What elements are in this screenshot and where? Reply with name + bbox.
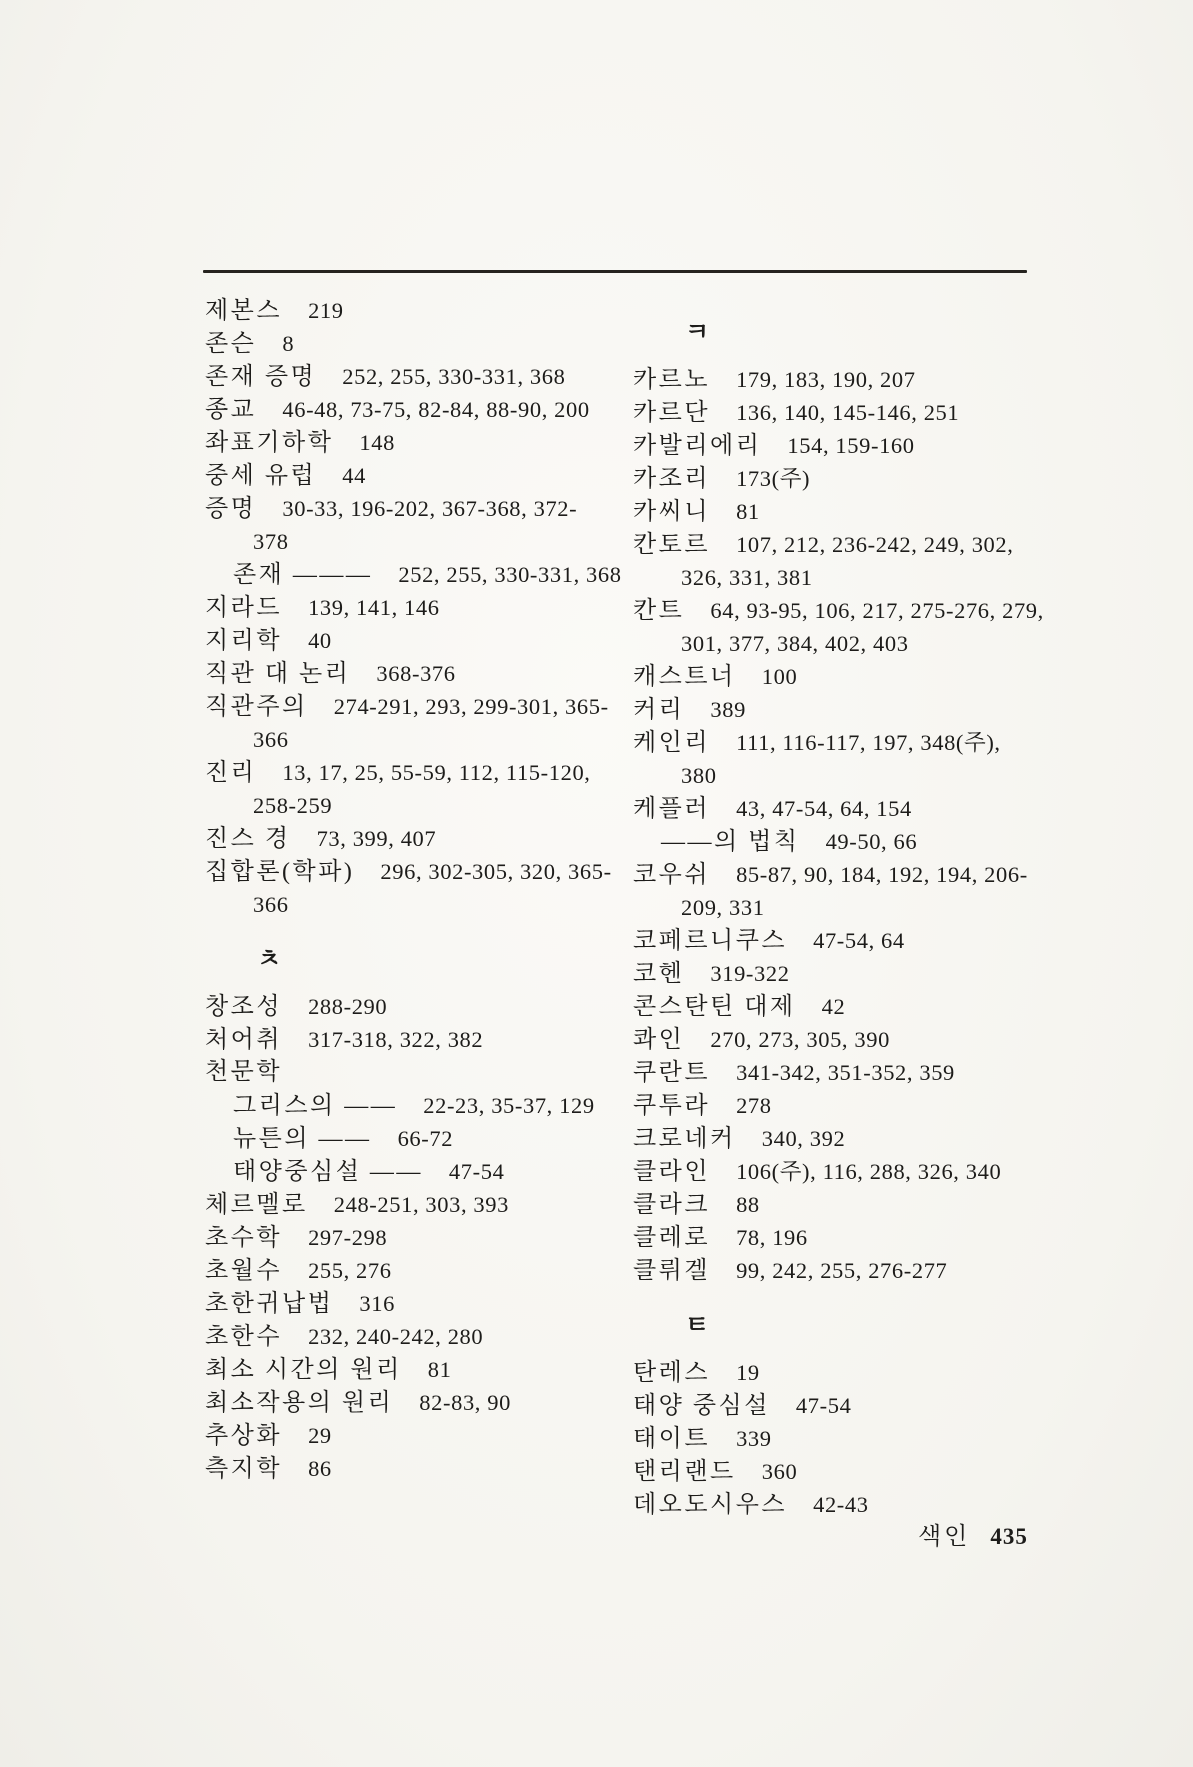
index-entry-term: 케플러 bbox=[633, 796, 711, 822]
index-entry bbox=[205, 1221, 633, 1254]
index-entry bbox=[633, 429, 1078, 462]
index-entry-pages: 209, 331 bbox=[681, 895, 765, 920]
index-entry-term: 측지학 bbox=[205, 1456, 283, 1482]
index-entry-pages: 46-48, 73-75, 82-84, 88-90, 200 bbox=[282, 397, 590, 422]
index-entry bbox=[205, 822, 633, 855]
index-entry bbox=[205, 789, 633, 822]
index-entry-term: 카씨니 bbox=[633, 499, 711, 525]
index-entry bbox=[205, 393, 633, 426]
index-entry-pages: 258-259 bbox=[253, 793, 333, 818]
index-entry bbox=[205, 888, 633, 921]
index-entry-term: 천문학 bbox=[205, 1059, 283, 1085]
index-entry bbox=[205, 591, 633, 624]
index-entry bbox=[633, 594, 1078, 627]
index-entry-term: 초한귀납법 bbox=[205, 1291, 334, 1317]
index-entry-pages: 78, 196 bbox=[736, 1225, 808, 1250]
index-entry-term: 존슨 bbox=[205, 331, 257, 357]
index-entry-term: 카르노 bbox=[633, 367, 711, 393]
index-entry-pages: 49-50, 66 bbox=[825, 829, 918, 854]
index-entry bbox=[633, 363, 1078, 396]
index-entry-term: 지리학 bbox=[205, 628, 283, 654]
index-entry-term: 코페르니쿠스 bbox=[633, 928, 788, 954]
index-entry bbox=[633, 1188, 1078, 1221]
index-entry-term: 크로네커 bbox=[633, 1126, 736, 1152]
index-entry bbox=[205, 1287, 633, 1320]
index-entry-pages: 366 bbox=[253, 727, 289, 752]
index-entry-pages: 278 bbox=[736, 1093, 772, 1118]
index-entry-pages: 66-72 bbox=[397, 1126, 454, 1151]
index-entry bbox=[633, 825, 1078, 858]
index-entry-term: 클라인 bbox=[633, 1159, 711, 1185]
index-entry-pages: 340, 392 bbox=[761, 1126, 846, 1151]
index-entry-term: 카조리 bbox=[633, 466, 711, 492]
index-entry-pages: 296, 302-305, 320, 365- bbox=[380, 859, 612, 884]
index-entry bbox=[205, 1188, 633, 1221]
index-entry bbox=[633, 1389, 1078, 1422]
index-entry-term: 증명 bbox=[205, 496, 257, 522]
index-entry-pages: 111, 116-117, 197, 348(주), bbox=[736, 730, 1001, 755]
index-entry bbox=[205, 1386, 633, 1419]
index-entry bbox=[633, 495, 1078, 528]
index-entry-term: 추상화 bbox=[205, 1423, 283, 1449]
index-entry-term: 초한수 bbox=[205, 1324, 283, 1350]
index-entry-pages: 86 bbox=[308, 1456, 332, 1481]
index-entry bbox=[633, 1455, 1078, 1488]
index-entry bbox=[633, 891, 1078, 924]
index-entry bbox=[633, 462, 1078, 495]
index-entry-term: 태이트 bbox=[633, 1426, 711, 1452]
index-entry-term: 칸트 bbox=[633, 598, 685, 624]
index-entry bbox=[205, 990, 633, 1023]
index-entry bbox=[205, 1419, 633, 1452]
index-entry-term: 카발리에리 bbox=[633, 433, 762, 459]
index-entry-pages: 29 bbox=[308, 1423, 332, 1448]
index-entry-term: 캐스트너 bbox=[633, 664, 736, 690]
index-entry bbox=[205, 525, 633, 558]
index-entry bbox=[633, 726, 1078, 759]
index-entry-term: 쿠란트 bbox=[633, 1060, 711, 1086]
section-header: ㅌ bbox=[685, 1312, 711, 1339]
index-entry-pages: 274-291, 293, 299-301, 365- bbox=[333, 694, 609, 719]
index-entry-pages: 106(주), 116, 288, 326, 340 bbox=[736, 1159, 1002, 1184]
index-entry-term: 칸토르 bbox=[633, 532, 711, 558]
index-entry-pages: 270, 273, 305, 390 bbox=[710, 1027, 890, 1052]
index-entry-pages: 139, 141, 146 bbox=[308, 595, 440, 620]
index-entry bbox=[633, 990, 1078, 1023]
index-entry-pages: 248-251, 303, 393 bbox=[333, 1192, 509, 1217]
index-entry-pages: 100 bbox=[761, 664, 798, 689]
index-entry bbox=[633, 1422, 1078, 1455]
index-entry-pages: 47-54 bbox=[795, 1393, 852, 1418]
index-entry-pages: 326, 331, 381 bbox=[681, 565, 813, 590]
top-rule bbox=[203, 270, 1027, 273]
index-entry-pages: 179, 183, 190, 207 bbox=[736, 367, 916, 392]
index-left-column bbox=[205, 294, 633, 1485]
index-entry bbox=[633, 957, 1078, 990]
index-entry bbox=[633, 627, 1078, 660]
index-entry-pages: 81 bbox=[427, 1357, 452, 1382]
index-entry-term: 클라크 bbox=[633, 1192, 711, 1218]
index-entry bbox=[205, 1089, 633, 1122]
index-entry-pages: 316 bbox=[359, 1291, 395, 1316]
page-footer bbox=[918, 1520, 1028, 1553]
index-entry bbox=[633, 1122, 1078, 1155]
index-entry bbox=[633, 759, 1078, 792]
index-entry bbox=[205, 1353, 633, 1386]
index-entry-pages: 317-318, 322, 382 bbox=[308, 1027, 484, 1052]
index-right-column bbox=[633, 294, 1078, 1521]
index-entry bbox=[633, 1356, 1078, 1389]
index-entry-pages: 219 bbox=[308, 298, 344, 323]
index-entry-term: ――의 법칙 bbox=[661, 829, 800, 855]
index-entry-term: 태양중심설 ―― bbox=[233, 1159, 423, 1185]
index-entry bbox=[205, 756, 633, 789]
index-entry-pages: 297-298 bbox=[308, 1225, 388, 1250]
index-entry-term: 창조성 bbox=[205, 994, 283, 1020]
index-entry-term: 중세 유럽 bbox=[205, 463, 317, 489]
footer-page-number: 435 bbox=[990, 1524, 1028, 1549]
index-entry-pages: 107, 212, 236-242, 249, 302, bbox=[736, 532, 1014, 557]
index-entry-pages: 252, 255, 330-331, 368 bbox=[342, 364, 566, 389]
index-entry bbox=[633, 858, 1078, 891]
index-entry bbox=[633, 693, 1078, 726]
footer-label: 색인 bbox=[918, 1524, 971, 1550]
index-entry-pages: 85-87, 90, 184, 192, 194, 206- bbox=[736, 862, 1028, 887]
section-header: ㅋ bbox=[685, 319, 711, 346]
index-entry-term: 카르단 bbox=[633, 400, 711, 426]
index-entry-term: 초월수 bbox=[205, 1258, 283, 1284]
index-entry-pages: 8 bbox=[282, 331, 295, 356]
index-entry bbox=[205, 1320, 633, 1353]
index-entry-term: 좌표기하학 bbox=[205, 430, 334, 456]
index-entry-pages: 136, 140, 145-146, 251 bbox=[736, 400, 960, 425]
index-entry-term: 코헨 bbox=[633, 961, 685, 987]
index-entry-pages: 389 bbox=[710, 697, 746, 722]
index-entry-pages: 288-290 bbox=[308, 994, 388, 1019]
index-entry-term: 코우쉬 bbox=[633, 862, 711, 888]
index-entry-pages: 73, 399, 407 bbox=[316, 826, 437, 851]
index-entry-term: 쿠투라 bbox=[633, 1093, 711, 1119]
index-entry-pages: 13, 17, 25, 55-59, 112, 115-120, bbox=[282, 760, 591, 785]
index-entry-pages: 42-43 bbox=[813, 1492, 869, 1517]
index-entry-pages: 40 bbox=[308, 628, 332, 653]
index-entry-term: 직관 대 논리 bbox=[205, 661, 351, 687]
index-entry-pages: 148 bbox=[359, 430, 395, 455]
index-entry-pages: 319-322 bbox=[710, 961, 790, 986]
index-entry-term: 탠리랜드 bbox=[633, 1459, 736, 1485]
index-entry-pages: 47-54, 64 bbox=[813, 928, 905, 953]
index-entry bbox=[205, 1023, 633, 1056]
index-entry-pages: 22-23, 35-37, 129 bbox=[423, 1093, 595, 1118]
index-entry-term: 존재 증명 bbox=[205, 364, 317, 390]
index-entry-term: 뉴튼의 ―― bbox=[233, 1126, 372, 1152]
index-entry-pages: 360 bbox=[761, 1459, 798, 1484]
index-entry bbox=[205, 294, 633, 327]
index-entry-term: 직관주의 bbox=[205, 694, 308, 720]
index-entry-term: 존재 ——— bbox=[233, 562, 373, 588]
index-entry-term: 그리스의 ―― bbox=[233, 1093, 398, 1119]
index-entry bbox=[633, 396, 1078, 429]
index-entry-pages: 88 bbox=[736, 1192, 760, 1217]
index-entry-term: 체르멜로 bbox=[205, 1192, 308, 1218]
index-entry-pages: 30-33, 196-202, 367-368, 372- bbox=[282, 496, 578, 521]
index-entry-term: 태양 중심설 bbox=[633, 1393, 770, 1419]
index-entry-pages: 81 bbox=[736, 499, 760, 524]
index-entry bbox=[205, 558, 633, 591]
index-entry-pages: 44 bbox=[342, 463, 366, 488]
index-entry bbox=[205, 1056, 633, 1089]
index-entry-pages: 341-342, 351-352, 359 bbox=[736, 1060, 955, 1085]
index-entry-pages: 173(주) bbox=[736, 466, 811, 491]
index-entry bbox=[205, 1122, 633, 1155]
index-entry-term: 콘스탄틴 대제 bbox=[633, 994, 796, 1020]
index-entry-pages: 43, 47-54, 64, 154 bbox=[736, 796, 912, 821]
index-entry-term: 클뤼겔 bbox=[633, 1258, 711, 1284]
index-entry-term: 처어취 bbox=[205, 1027, 283, 1053]
index-entry-pages: 154, 159-160 bbox=[787, 433, 915, 458]
index-entry-pages: 368-376 bbox=[376, 661, 456, 686]
index-entry bbox=[633, 1254, 1078, 1287]
index-entry-pages: 252, 255, 330-331, 368 bbox=[398, 562, 622, 587]
index-entry bbox=[205, 1452, 633, 1485]
index-entry bbox=[633, 924, 1078, 957]
index-entry-pages: 42 bbox=[821, 994, 846, 1019]
index-entry bbox=[205, 426, 633, 459]
index-entry-term: 케인리 bbox=[633, 730, 711, 756]
index-entry-term: 종교 bbox=[205, 397, 257, 423]
index-entry bbox=[633, 1089, 1078, 1122]
index-entry bbox=[205, 327, 633, 360]
index-entry bbox=[633, 1221, 1078, 1254]
index-entry bbox=[633, 561, 1078, 594]
index-entry bbox=[633, 1155, 1078, 1188]
index-entry bbox=[633, 660, 1078, 693]
index-entry-term: 탄레스 bbox=[633, 1360, 711, 1386]
index-entry-term: 제본스 bbox=[205, 298, 283, 324]
index-entry bbox=[205, 657, 633, 690]
index-entry-pages: 366 bbox=[253, 892, 289, 917]
index-entry bbox=[633, 1023, 1078, 1056]
index-entry bbox=[633, 792, 1078, 825]
index-entry-pages: 380 bbox=[681, 763, 717, 788]
index-entry-term: 데오도시우스 bbox=[633, 1492, 788, 1518]
section-header: ㅊ bbox=[257, 946, 283, 973]
index-entry bbox=[205, 1254, 633, 1287]
index-entry-term: 진리 bbox=[205, 760, 257, 786]
index-entry-pages: 339 bbox=[736, 1426, 772, 1451]
index-entry bbox=[205, 1155, 633, 1188]
index-entry-term: 진스 경 bbox=[205, 826, 291, 852]
index-entry-term: 최소 시간의 원리 bbox=[205, 1357, 402, 1383]
index-entry bbox=[205, 723, 633, 756]
index-entry-pages: 301, 377, 384, 402, 403 bbox=[681, 631, 909, 656]
index-entry bbox=[633, 1488, 1078, 1521]
index-entry bbox=[205, 624, 633, 657]
index-entry-term: 커리 bbox=[633, 697, 685, 723]
index-entry bbox=[205, 690, 633, 723]
index-entry-term: 집합론(학파) bbox=[205, 859, 355, 885]
index-entry-term: 최소작용의 원리 bbox=[205, 1390, 394, 1416]
index-entry-pages: 255, 276 bbox=[308, 1258, 392, 1283]
index-entry-term: 지라드 bbox=[205, 595, 283, 621]
index-entry bbox=[205, 459, 633, 492]
index-entry-term: 콰인 bbox=[633, 1027, 685, 1053]
index-entry-pages: 99, 242, 255, 276-277 bbox=[736, 1258, 948, 1283]
index-entry-pages: 47-54 bbox=[448, 1159, 505, 1184]
index-entry bbox=[205, 360, 633, 393]
index-entry-pages: 64, 93-95, 106, 217, 275-276, 279, bbox=[710, 598, 1044, 623]
index-entry-pages: 19 bbox=[736, 1360, 760, 1385]
index-entry-pages: 82-83, 90 bbox=[419, 1390, 511, 1415]
index-entry-term: 초수학 bbox=[205, 1225, 283, 1251]
index-entry bbox=[205, 492, 633, 525]
index-entry-term: 클레로 bbox=[633, 1225, 711, 1251]
index-entry-pages: 378 bbox=[253, 529, 289, 554]
index-entry bbox=[633, 528, 1078, 561]
index-entry bbox=[633, 1056, 1078, 1089]
index-entry-pages: 232, 240-242, 280 bbox=[308, 1324, 484, 1349]
index-entry bbox=[205, 855, 633, 888]
